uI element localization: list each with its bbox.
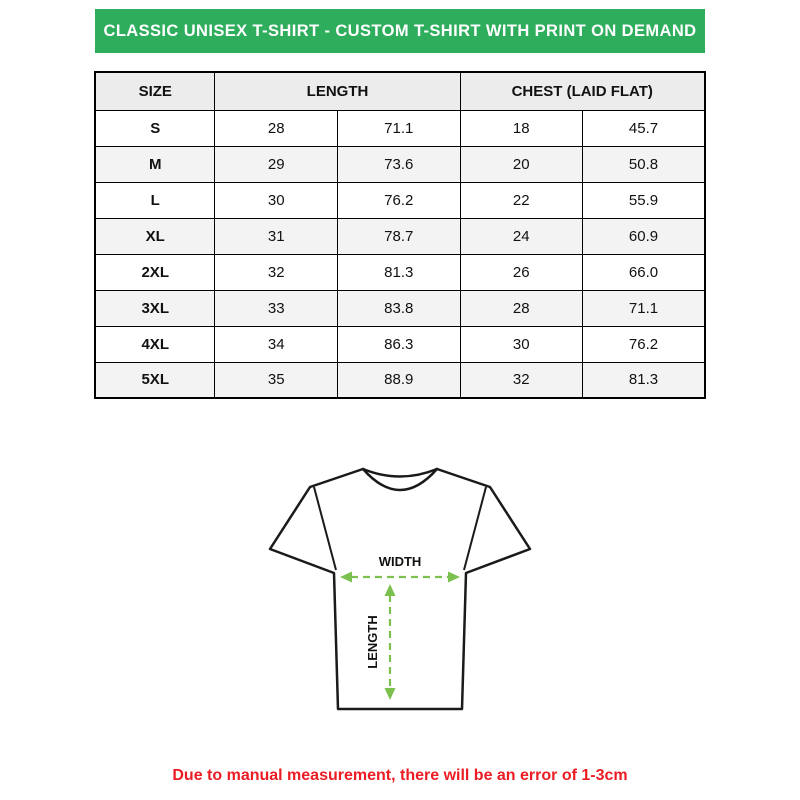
size-cell: S [95, 110, 215, 146]
table-row [95, 110, 705, 146]
size-cell: 5XL [95, 362, 215, 398]
table-header-row [95, 72, 705, 110]
length-cm-cell: 78.7 [337, 218, 460, 254]
length-in-cell: 29 [215, 146, 338, 182]
length-cm-cell: 81.3 [337, 254, 460, 290]
chest-cm-cell: 50.8 [583, 146, 706, 182]
measurement-disclaimer: Due to manual measurement, there will be an error of 1-3cm [172, 767, 628, 784]
length-cm-cell: 83.8 [337, 290, 460, 326]
size-chart-table [94, 71, 706, 399]
size-cell: 4XL [95, 326, 215, 362]
size-cell: L [95, 182, 215, 218]
chest-in-cell: 26 [460, 254, 583, 290]
table-row [95, 290, 705, 326]
size-cell: 3XL [95, 290, 215, 326]
chest-in-cell: 30 [460, 326, 583, 362]
chest-cm-cell: 66.0 [583, 254, 706, 290]
header-size: SIZE [95, 72, 215, 110]
tshirt-outline [270, 469, 530, 709]
page-title: CLASSIC UNISEX T-SHIRT - CUSTOM T-SHIRT WITH PRINT ON DEMAND [103, 21, 697, 40]
chest-in-cell: 18 [460, 110, 583, 146]
table-row [95, 362, 705, 398]
length-in-cell: 28 [215, 110, 338, 146]
length-cm-cell: 71.1 [337, 110, 460, 146]
chest-cm-cell: 55.9 [583, 182, 706, 218]
chest-in-cell: 28 [460, 290, 583, 326]
chest-cm-cell: 60.9 [583, 218, 706, 254]
length-cm-cell: 86.3 [337, 326, 460, 362]
table-row [95, 326, 705, 362]
chest-cm-cell: 45.7 [583, 110, 706, 146]
chest-cm-cell: 76.2 [583, 326, 706, 362]
chest-in-cell: 20 [460, 146, 583, 182]
length-cm-cell: 76.2 [337, 182, 460, 218]
table-row [95, 146, 705, 182]
table-row [95, 182, 705, 218]
header-chest: CHEST (LAID FLAT) [460, 72, 705, 110]
chest-in-cell: 32 [460, 362, 583, 398]
length-in-cell: 35 [215, 362, 338, 398]
length-in-cell: 33 [215, 290, 338, 326]
length-cm-cell: 88.9 [337, 362, 460, 398]
length-in-cell: 31 [215, 218, 338, 254]
length-in-cell: 34 [215, 326, 338, 362]
table-row [95, 218, 705, 254]
chest-in-cell: 24 [460, 218, 583, 254]
chest-in-cell: 22 [460, 182, 583, 218]
size-cell: XL [95, 218, 215, 254]
tshirt-measurement-diagram [0, 437, 800, 747]
length-in-cell: 30 [215, 182, 338, 218]
chest-cm-cell: 71.1 [583, 290, 706, 326]
chest-cm-cell: 81.3 [583, 362, 706, 398]
table-row [95, 254, 705, 290]
length-in-cell: 32 [215, 254, 338, 290]
length-label: LENGTH [365, 615, 380, 669]
size-cell: M [95, 146, 215, 182]
length-cm-cell: 73.6 [337, 146, 460, 182]
width-label: WIDTH [378, 554, 422, 569]
title-banner [95, 9, 705, 53]
header-length: LENGTH [215, 72, 460, 110]
tshirt-diagram-svg [250, 437, 550, 747]
size-cell: 2XL [95, 254, 215, 290]
